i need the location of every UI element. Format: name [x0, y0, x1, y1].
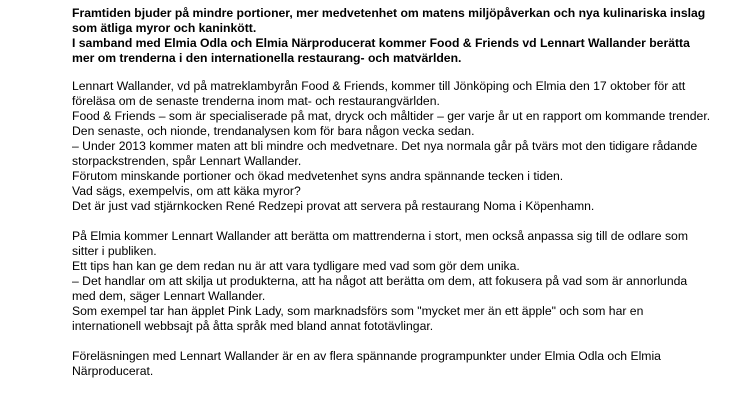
body-paragraph: Förutom minskande portioner och ökad medvetenhet syns andra spännande tecken i tiden. — [72, 169, 564, 183]
lead-line-1: Framtiden bjuder på mindre portioner, mer medvetenhet om matens miljöpåverkan och nya kulinariska inslag som ätliga myror och kaninkött. — [72, 6, 706, 35]
body-paragraph: – Under 2013 kommer maten att bli mindre och medvetnare. Det nya normala går på tvärs mot den tidigare rådande storpackstrenden, spår Lennart Wallander. — [72, 139, 698, 168]
lead-paragraph — [72, 6, 712, 66]
body-paragraph: På Elmia kommer Lennart Wallander att berätta om mattrenderna i stort, men också anpassa sig till de odlare som sitter i publiken. — [72, 229, 688, 258]
paragraph-gap — [72, 214, 712, 229]
body-paragraph: Food & Friends – som är specialiserade på mat, dryck och måltider – ger varje år ut en rapport om kommande trender. Den senaste, och nionde, trendanalysen kom för bara någon vecka sedan. — [72, 109, 711, 138]
body-paragraph: Ett tips han kan ge dem redan nu är att vara tydligare med vad som gör dem unika. — [72, 259, 520, 273]
body-paragraph: – Det handlar om att skilja ut produkterna, att ha något att berätta om dem, att fokusera på vad som är annorlunda med dem, säger Lennart Wallander. — [72, 274, 688, 303]
body-paragraph: Föreläsningen med Lennart Wallander är en av flera spännande programpunkter under Elmia Odla och Elmia Närproducerat. — [72, 349, 661, 378]
article-body — [72, 79, 712, 379]
body-paragraph: Det är just vad stjärnkocken René Redzepi provat att servera på restaurang Noma i Köpenhamn. — [72, 199, 595, 213]
lead-line-2: I samband med Elmia Odla och Elmia Närproducerat kommer Food & Friends vd Lennart Wallander berätta mer om trenderna i den internationella restaurang- och matvärlden. — [72, 36, 690, 65]
body-paragraph: Vad sägs, exempelvis, om att käka myror? — [72, 184, 301, 198]
body-paragraph: Som exempel tar han äpplet Pink Lady, som marknadsförs som "mycket mer än ett äpple" och som har en internationell webbsajt på åtta språk med bland annat fototävlingar. — [72, 304, 644, 333]
document-page — [72, 0, 712, 379]
paragraph-gap — [72, 334, 712, 349]
body-paragraph: Lennart Wallander, vd på matreklambyrån Food & Friends, kommer till Jönköping och Elmia den 17 oktober för att föreläsa om de senaste trenderna inom mat- och restaurangvärlden. — [72, 79, 686, 108]
